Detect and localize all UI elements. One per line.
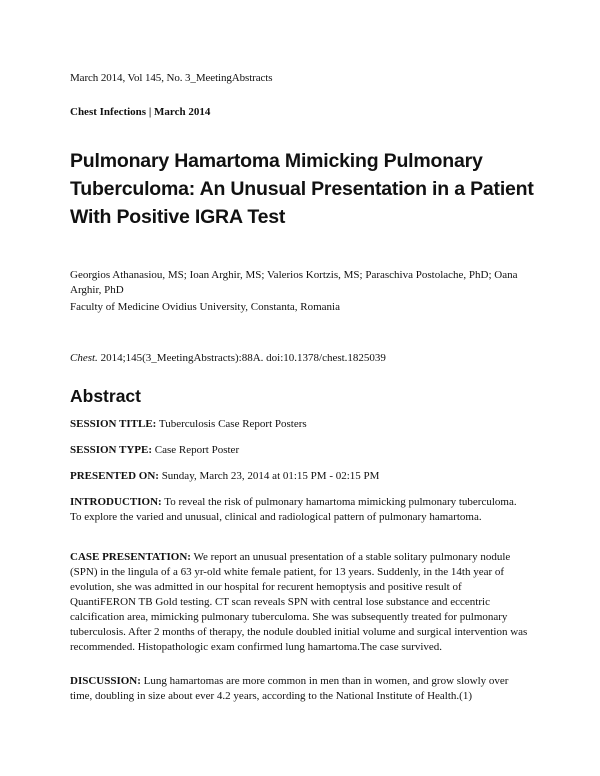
journal-issue-line: March 2014, Vol 145, No. 3_MeetingAbstracts (70, 72, 273, 84)
author-list: Georgios Athanasiou, MS; Ioan Arghir, MS; Valerios Kortzis, MS; Paraschiva Postolache, PhD; Oana Arghir, PhD (70, 269, 518, 296)
citation-journal: Chest. (70, 352, 98, 364)
presented-on-field (70, 469, 530, 484)
case-presentation-text: We report an unusual presentation of a stable solitary pulmonary nodule (SPN) in the lingula of a 63 yr-old white female patient, for 13 years. Suddenly, in the 14th year of evolution, she was admitted in our hospital for recurent hemoptysis and positive result of QuantiFERON TB Gold testing. CT scan reveals SPN with central lose substance and eccentric calcification area, mimicking pulmonary tuberculoma. She was subsequently treated for pulmonary tuberculosis. After 2 months of therapy, the nodule doubled initial volume and surgical intervention was recommended. Histopathologic exam confirmed lung hamartoma.The case survived. (70, 551, 528, 653)
session-title-value: Tuberculosis Case Report Posters (156, 418, 307, 430)
session-title-field (70, 417, 530, 432)
affiliation: Faculty of Medicine Ovidius University, Constanta, Romania (70, 301, 340, 313)
session-title-label: SESSION TITLE: (70, 418, 157, 430)
discussion-label: DISCUSSION: (70, 675, 141, 687)
presented-on-label: PRESENTED ON: (70, 470, 159, 482)
category-line: Chest Infections | March 2014 (70, 106, 211, 118)
presented-on-value: Sunday, March 23, 2014 at 01:15 PM - 02:15 PM (158, 470, 380, 482)
session-type-value: Case Report Poster (152, 444, 240, 456)
session-type-field (70, 443, 530, 458)
case-presentation-section (70, 550, 530, 655)
article-title: Pulmonary Hamartoma Mimicking Pulmonary Tuberculoma: An Unusual Presentation in a Patient With Positive IGRA Test (70, 150, 534, 228)
session-type-label: SESSION TYPE: (70, 444, 153, 456)
introduction-section (70, 495, 530, 525)
citation (70, 352, 386, 364)
case-presentation-label: CASE PRESENTATION: (70, 551, 191, 563)
discussion-text: Lung hamartomas are more common in men than in women, and grow slowly over time, doubling in size about ever 4.2 years, according to the National Institute of Health.(1) (70, 675, 509, 702)
introduction-text: To reveal the risk of pulmonary hamartoma mimicking pulmonary tuberculoma. To explore the varied and unusual, clinical and radiological pattern of pulmonary hamartoma. (70, 496, 517, 523)
discussion-section (70, 674, 530, 704)
abstract-heading: Abstract (70, 386, 141, 406)
introduction-label: INTRODUCTION: (70, 496, 162, 508)
citation-details: 2014;145(3_MeetingAbstracts):88A. doi:10.1378/chest.1825039 (97, 352, 386, 364)
